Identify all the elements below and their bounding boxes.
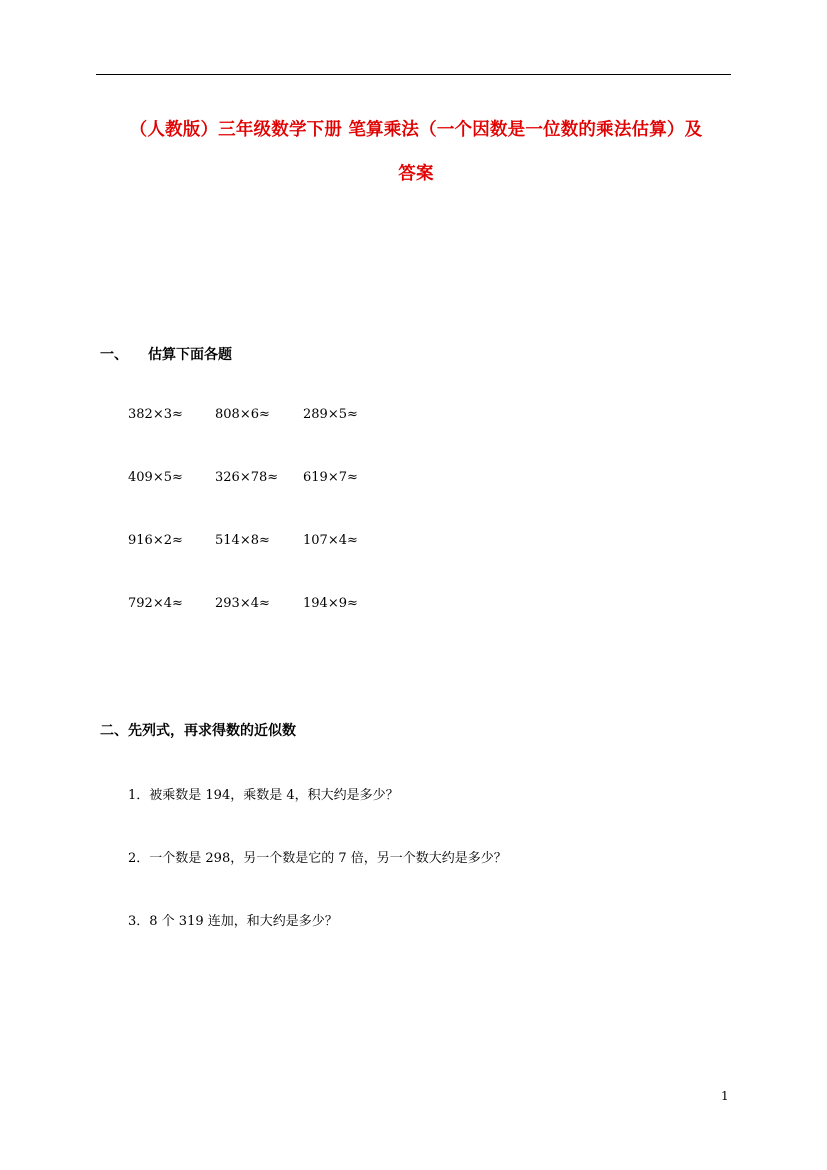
estimation-item: 409×5≈	[128, 470, 183, 485]
estimation-item: 808×6≈	[215, 407, 270, 422]
estimation-item: 382×3≈	[128, 407, 183, 422]
estimation-item: 619×7≈	[303, 470, 358, 485]
title-line-2: 答案	[398, 164, 434, 184]
title-line-1: （人教版）三年级数学下册 笔算乘法（一个因数是一位数的乘法估算）及	[129, 120, 703, 140]
question-item: 2．一个数是 298，另一个数是它的 7 倍，另一个数大约是多少？	[128, 851, 507, 866]
question-item: 3．8 个 319 连加，和大约是多少？	[128, 914, 338, 929]
document-title	[96, 108, 736, 196]
estimation-item: 916×2≈	[128, 533, 183, 548]
estimation-item: 289×5≈	[303, 407, 358, 422]
section-1-number: 一、	[100, 347, 128, 363]
header-rule	[96, 74, 731, 75]
estimation-item: 792×4≈	[128, 596, 183, 611]
section-2-heading: 二、先列式，再求得数的近似数	[100, 723, 296, 739]
estimation-item: 194×9≈	[303, 596, 358, 611]
page-number: 1	[721, 1089, 729, 1103]
section-1-heading: 估算下面各题	[148, 347, 232, 363]
question-item: 1．被乘数是 194，乘数是 4，积大约是多少？	[128, 788, 399, 803]
estimation-item: 514×8≈	[215, 533, 270, 548]
estimation-item: 326×78≈	[215, 470, 279, 485]
estimation-item: 107×4≈	[303, 533, 358, 548]
estimation-item: 293×4≈	[215, 596, 270, 611]
